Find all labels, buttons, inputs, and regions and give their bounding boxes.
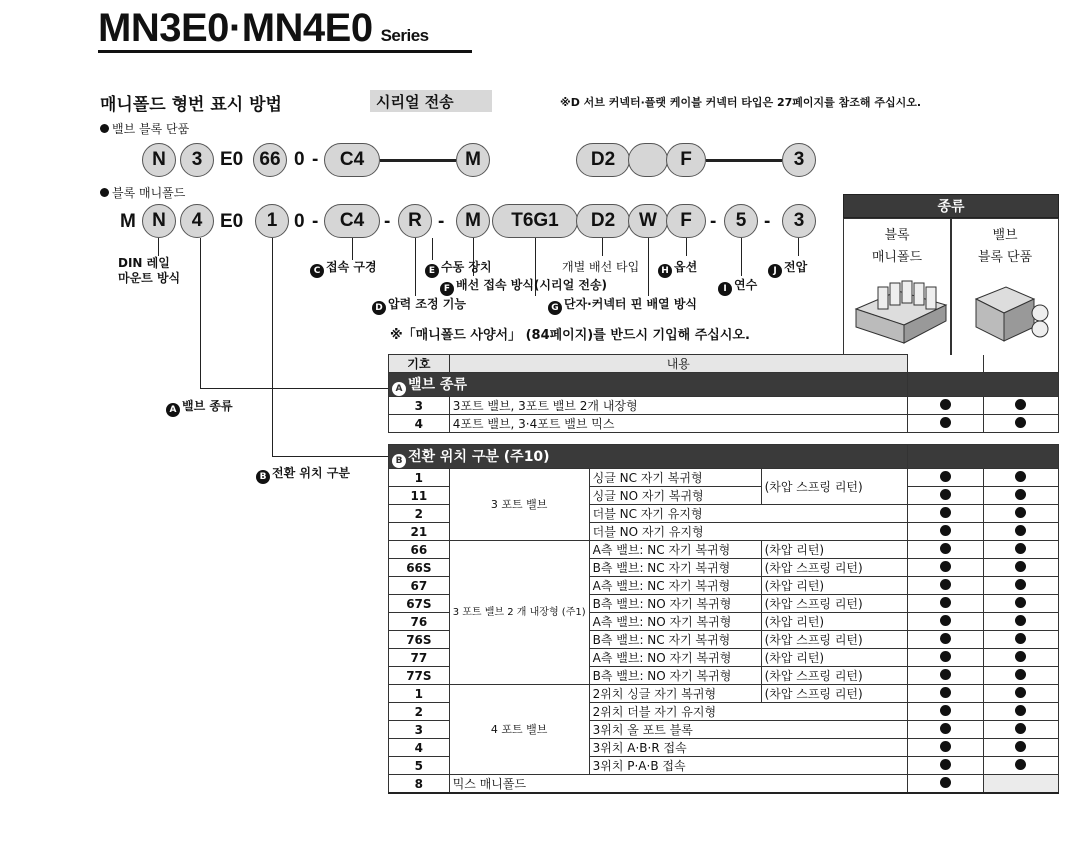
code-pill: R: [398, 204, 432, 238]
code-text: -: [710, 211, 717, 232]
code-pill: W: [628, 204, 668, 238]
code-pill: 5: [724, 204, 758, 238]
annotation-e: E 수동 장치: [425, 258, 492, 278]
table-row: 3 3위치 올 포트 블록: [389, 721, 1059, 739]
leader-line: [272, 238, 273, 456]
table-row: 66S B측 밸브: NC 자기 복귀형 (차압 스프링 리턴): [389, 559, 1059, 577]
leader-line: [200, 388, 390, 389]
table-row: 2 더블 NC 자기 유지형: [389, 505, 1059, 523]
code-text: M: [120, 211, 136, 232]
page-title: MN3E0·MN4E0 Series: [98, 6, 429, 50]
section-b-bar: B 전환 위치 구분 (주10): [389, 445, 908, 469]
code-pill: F: [666, 204, 706, 238]
code-text: -: [764, 211, 771, 232]
annotation-f: F 배선 접속 방식(시리얼 전송): [440, 276, 607, 296]
table-row: 77S B측 밸브: NO 자기 복귀형 (차압 스프링 리턴): [389, 667, 1059, 685]
leader-line: [432, 238, 433, 260]
leader-line: [602, 238, 603, 256]
annotation-h: H 옵션: [658, 258, 697, 278]
connector-line: [706, 159, 782, 162]
code-pill: F: [666, 143, 706, 177]
table-row: 76 A측 밸브: NO 자기 복귀형 (차압 리턴): [389, 613, 1059, 631]
leader-line: [200, 238, 201, 388]
spec-table: [388, 354, 1059, 794]
title-underline: [98, 50, 472, 53]
code-pill-empty: [628, 143, 668, 177]
manifold-label: 블록 매니폴드: [100, 184, 185, 201]
table-row: 1 4 포트 밸브 2위치 싱글 자기 복귀형 (차압 스프링 리턴): [389, 685, 1059, 703]
leader-line: [741, 238, 742, 276]
code-text: -: [384, 211, 391, 232]
annotation-wiring: 개별 배선 타입: [562, 260, 640, 274]
annotation-g: G 단자·커넥터 핀 배열 방식: [548, 295, 697, 315]
table-row: 4 4포트 밸브, 3·4포트 밸브 믹스: [389, 415, 1059, 433]
single-label: 밸브 블록 단품: [100, 120, 189, 137]
header-content: 내용: [449, 355, 907, 373]
connector-line: [380, 159, 456, 162]
leader-line: [272, 456, 390, 457]
code-pill: 3: [782, 143, 816, 177]
code-pill: 4: [180, 204, 214, 238]
section-heading: 매니폴드 형번 표시 방법: [100, 95, 282, 115]
code-pill: C4: [324, 143, 380, 177]
annotation-c: C 접속 구경: [310, 258, 377, 278]
reference-note: ※D 서브 커넥터·플랫 케이블 커넥터 타입은 27페이지를 참조해 주십시오.: [560, 96, 922, 109]
table-row: 11 싱글 NO 자기 복귀형: [389, 487, 1059, 505]
table-row: 67S B측 밸브: NO 자기 복귀형 (차압 스프링 리턴): [389, 595, 1059, 613]
table-note: ※「매니폴드 사양서」 (84페이지)를 반드시 기입해 주십시오.: [390, 328, 750, 343]
code-pill: 3: [782, 204, 816, 238]
code-text: E0: [220, 211, 244, 232]
table-row: 77 A측 밸브: NO 자기 복귀형 (차압 리턴): [389, 649, 1059, 667]
table-row: 1 3 포트 밸브 싱글 NC 자기 복귀형 (차압 스프링 리턴): [389, 469, 1059, 487]
din-rail-label: DIN 레일 마운트 방식: [118, 256, 181, 285]
kind-header: 종류: [843, 194, 1059, 218]
code-pill: D2: [576, 204, 630, 238]
code-pill: N: [142, 143, 176, 177]
code-pill: M: [456, 143, 490, 177]
code-pill: 66: [253, 143, 287, 177]
table-row: 66 3 포트 밸브 2 개 내장형 (주1) A측 밸브: NC 자기 복귀형 (차압 리턴): [389, 541, 1059, 559]
table-row: 4 3위치 A·B·R 접속: [389, 739, 1059, 757]
annotation-b: B 전환 위치 구분: [256, 464, 350, 484]
table-row: 5 3위치 P·A·B 접속: [389, 757, 1059, 775]
table-row: 21 더블 NO 자기 유지형: [389, 523, 1059, 541]
header-code: 기호: [389, 355, 450, 373]
section-a-bar: A 밸브 종류: [389, 373, 908, 397]
code-text: E0: [220, 149, 244, 170]
annotation-i: I 연수: [718, 276, 757, 296]
manifold-image: [848, 269, 948, 351]
code-pill: T6G1: [492, 204, 578, 238]
leader-line: [648, 238, 649, 296]
valve-block-image: [956, 269, 1056, 351]
code-text: -: [438, 211, 445, 232]
leader-line: [158, 238, 159, 256]
leader-line: [352, 238, 353, 260]
table-row: 67 A측 밸브: NC 자기 복귀형 (차압 리턴): [389, 577, 1059, 595]
code-pill: M: [456, 204, 490, 238]
code-text: 0: [294, 211, 305, 232]
annotation-j: J 전압: [768, 258, 807, 278]
code-text: -: [312, 149, 319, 170]
leader-line: [415, 238, 416, 296]
kind-col-manifold: 블록 매니폴드: [843, 218, 951, 378]
annotation-a: A 밸브 종류: [166, 397, 233, 417]
section-tag: 시리얼 전송: [370, 90, 492, 112]
annotation-d: D 압력 조정 기능: [372, 295, 466, 315]
table-row: 3 3포트 밸브, 3포트 밸브 2개 내장형: [389, 397, 1059, 415]
leader-line: [798, 238, 799, 256]
leader-line: [686, 238, 687, 256]
code-pill: 1: [255, 204, 289, 238]
code-pill: D2: [576, 143, 630, 177]
code-pill: N: [142, 204, 176, 238]
code-text: 0: [294, 149, 305, 170]
table-row: 8 믹스 매니폴드: [389, 775, 1059, 794]
table-row: 2 2위치 더블 자기 유지형: [389, 703, 1059, 721]
code-pill: C4: [324, 204, 380, 238]
kind-col-single: 밸브 블록 단품: [951, 218, 1059, 378]
table-row: 76S B측 밸브: NC 자기 복귀형 (차압 스프링 리턴): [389, 631, 1059, 649]
code-text: -: [312, 211, 319, 232]
code-pill: 3: [180, 143, 214, 177]
